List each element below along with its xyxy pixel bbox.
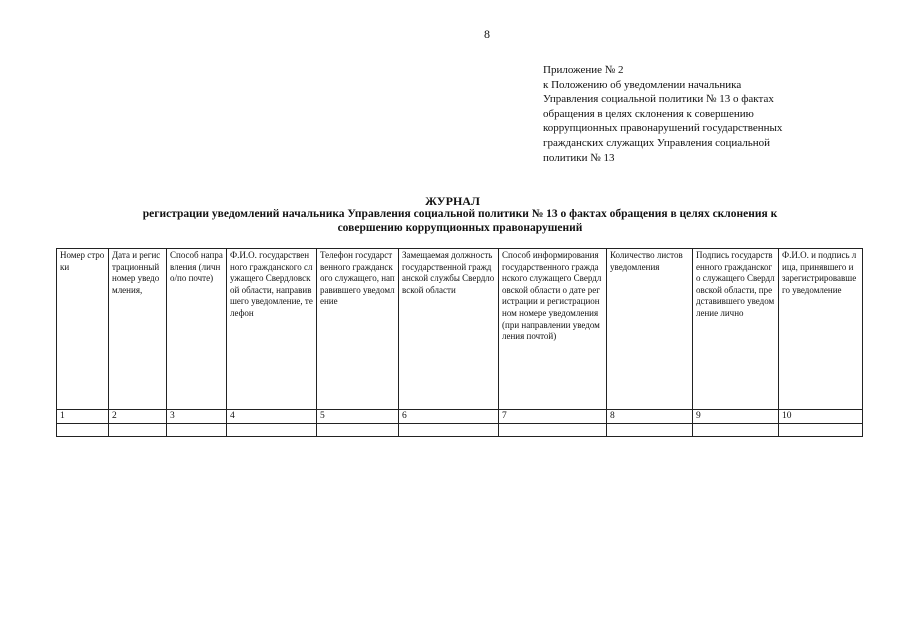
header-cell-employee-name: Ф.И.О. государственного гражданского служащего Свердловской области, направившего уведомление, телефон — [227, 249, 317, 410]
appendix-line: политики № 13 — [543, 151, 615, 164]
column-number-cell: 2 — [109, 410, 167, 424]
empty-cell — [167, 424, 227, 437]
journal-subtitle — [60, 207, 860, 235]
table-header-row — [57, 249, 863, 410]
appendix-line: Приложение № 2 — [543, 64, 624, 76]
header-cell-registrar: Ф.И.О. и подпись лица, принявшего и зарегистрировавшего уведомление — [779, 249, 863, 410]
empty-cell — [607, 424, 693, 437]
column-number-cell: 8 — [607, 410, 693, 424]
header-cell-delivery-method: Способ направления (лично/по почте) — [167, 249, 227, 410]
empty-cell — [779, 424, 863, 437]
header-cell-position: Замещаемая должность государственной гражданской службы Свердловской области — [399, 249, 499, 410]
appendix-line: гражданских служащих Управления социальной — [543, 136, 771, 149]
column-number-cell: 3 — [167, 410, 227, 424]
column-number-cell: 4 — [227, 410, 317, 424]
column-number-cell: 6 — [399, 410, 499, 424]
header-cell-notification-method: Способ информирования государственного гражданского служащего Свердловской области о дате регистрации и регистрационном номере уведомления (при направлении уведомления почтой) — [499, 249, 607, 410]
header-cell-date-reg-number: Дата и регистрационный номер уведомления, — [109, 249, 167, 410]
journal-subtitle-line: регистрации уведомлений начальника Управления социальной политики № 13 о фактах обращения в целях склонения к — [142, 208, 778, 220]
page-number: 8 — [484, 27, 490, 41]
empty-cell — [109, 424, 167, 437]
appendix-line: к Положению об уведомлении начальника — [543, 78, 742, 91]
column-number-cell: 5 — [317, 410, 399, 424]
empty-cell — [399, 424, 499, 437]
header-cell-row-number: Номер строки — [57, 249, 109, 410]
appendix-line: Управления социальной политики № 13 о фактах — [543, 93, 774, 106]
journal-table — [56, 248, 863, 437]
appendix-note — [543, 63, 863, 165]
empty-cell — [693, 424, 779, 437]
column-number-cell: 9 — [693, 410, 779, 424]
appendix-line: обращения в целях склонения к совершению — [543, 107, 754, 120]
header-cell-employee-phone: Телефон государственного гражданского служащего, направившего уведомление — [317, 249, 399, 410]
header-cell-sheet-count: Количество листов уведомления — [607, 249, 693, 410]
column-number-cell: 10 — [779, 410, 863, 424]
empty-cell — [317, 424, 399, 437]
empty-cell — [227, 424, 317, 437]
empty-cell — [499, 424, 607, 437]
appendix-line: коррупционных правонарушений государственных — [543, 122, 783, 135]
empty-cell — [57, 424, 109, 437]
journal-title: ЖУРНАЛ — [425, 194, 480, 208]
header-cell-signature: Подпись государственного гражданского служащего Свердловской области, представившего уведомление лично — [693, 249, 779, 410]
table-row — [57, 410, 863, 424]
column-number-cell: 7 — [499, 410, 607, 424]
journal-subtitle-line: совершению коррупционных правонарушений — [337, 222, 583, 234]
table-row — [57, 424, 863, 437]
column-number-cell: 1 — [57, 410, 109, 424]
